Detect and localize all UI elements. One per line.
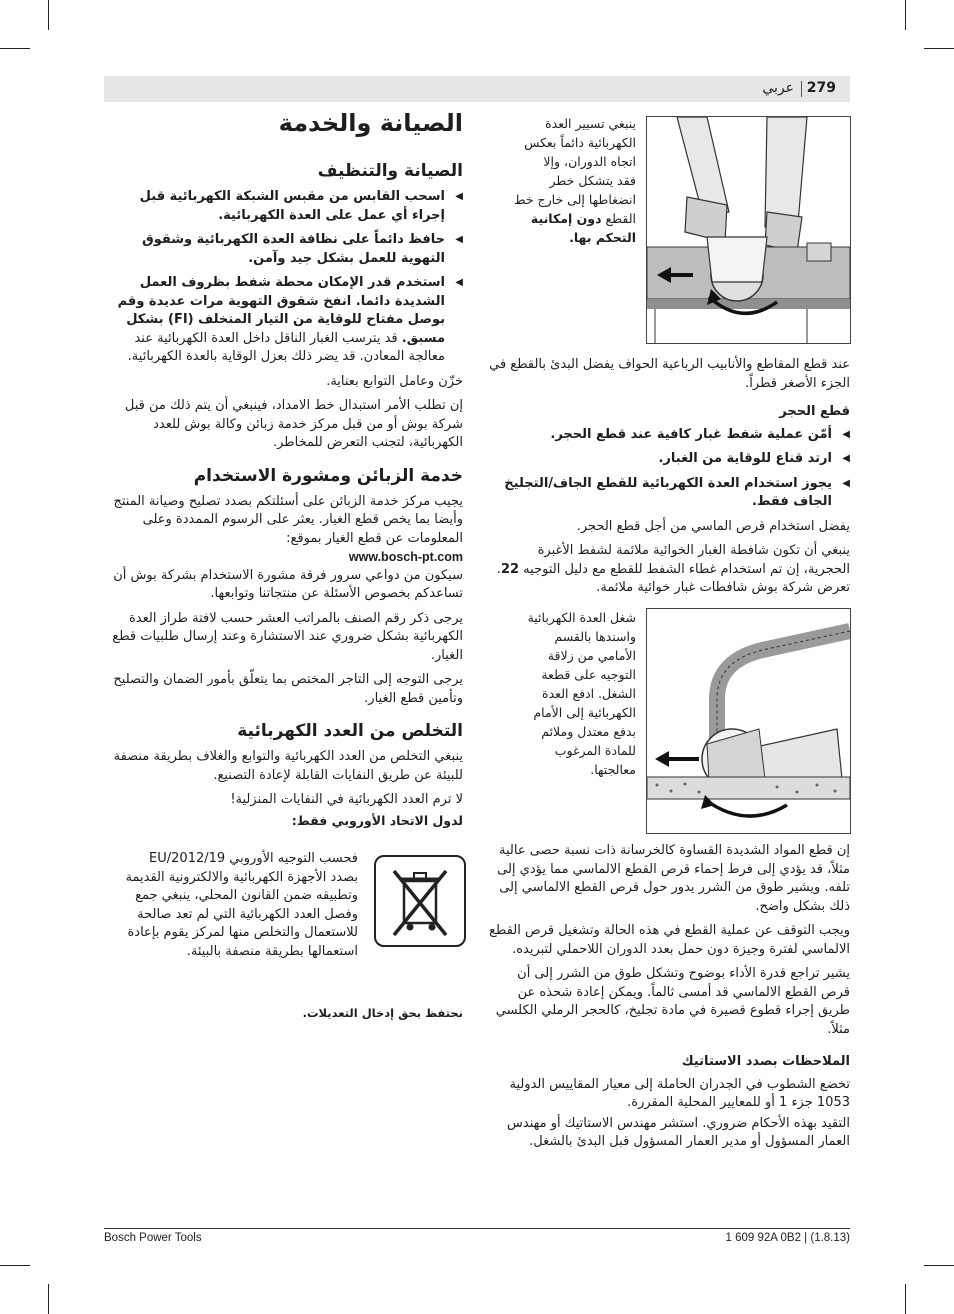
bosch-website-link[interactable]: www.bosch-pt.com (348, 550, 463, 564)
bullet-dust-mask: ◀ ارتد قناع للوقاية من الغبار. (488, 450, 850, 469)
eu-text: فحسب التوجيه الأوروبي 2012/19/EU بصدد الأجهزة الكهربائية والالكترونية القديمة وتطبيقه ضمن القانون المحلي، ينبغي جمع وفصل العدد الكهربائية التي لم تعد صالحة للاستعمال والتخلص منها لمركز يقوم بإعادة استعمالها بطريقة منصفة بالبيئة. (125, 851, 358, 959)
intro-line: اتجاه الدوران، وإلا (543, 154, 636, 169)
right-column-text (488, 356, 850, 604)
intro-line: التحكم بها. (569, 230, 636, 245)
caption-line: الكهربائية إلى الأمام (533, 705, 636, 720)
intro-line: انضغاطها إلى خارج خط (513, 192, 636, 207)
intro-line (488, 209, 636, 228)
page-title: الصيانة والخدمة (278, 109, 463, 137)
stone-cutting-figure (646, 608, 851, 834)
intro-line: ينبغي تسيير العدة (545, 116, 636, 131)
intro-line: الكهربائية دائماً بعكس (524, 135, 636, 150)
vacuum-note (488, 542, 850, 598)
crop-mark (924, 1265, 954, 1266)
disposal-text: ينبغي التخلص من العدد الكهربائية والتوابع والغلاف بطريقة منصفة للبيئة عن طريق النفايات القابلة لإعادة التصنيع. (113, 749, 463, 783)
vacuum-text: ينبغي أن تكون شافطة الغبار الخوائية ملائمة لشفط الأغبرة الحجرية، إن تم استخدام غطاء الشفط للقطع مع دليل التوجيه (523, 543, 850, 577)
eu-heading: لدول الاتحاد الأوروبي فقط: (291, 812, 463, 828)
storage-note: خزّن وعامل التوابع بعناية. (326, 373, 463, 389)
crop-mark (0, 48, 30, 49)
service-text: يجيب مركز خدمة الزبائن على أسئلتكم بصدد تصليح وصيانة المنتج وأيضا بما يخص قطع الغيار. يعثر على الرسوم الممددة وعلى المعلومات عن قطع الغيار بموقع: (113, 493, 463, 546)
crop-mark (0, 1265, 30, 1266)
crop-mark (924, 48, 954, 49)
stone-figure-caption (492, 608, 636, 779)
caption-line: معالجتها. (590, 762, 636, 777)
page-number: 279 (806, 80, 836, 96)
footer-brand: Bosch Power Tools (104, 1232, 202, 1244)
intro-bold: دون إمكانية (530, 211, 602, 226)
dealer-text: يرجى التوجه إلى التاجر المختص بما يتعلّق بأمور الضمان والتصليح وتأمين قطع الغيار. (113, 672, 463, 706)
diamond-disc-note: يفضل استخدام قرص الماسي من أجل قطع الحجر. (576, 518, 850, 534)
footer-rule (104, 1228, 850, 1229)
bullet-extraction (106, 274, 463, 367)
profiles-note: عند قطع المقاطع والأنابيب الرباعية الحواف يفضل البدئ بالقطع في الجزء الأصغر قطراً. (489, 357, 850, 391)
right-column-lower (488, 842, 850, 1158)
intro-text (488, 114, 636, 247)
caption-line: للمادة المرغوب (554, 743, 636, 758)
language-label: عربي (762, 80, 794, 96)
bullet-dust-extraction: ◀ أمّن عملية شفط غبار كافية عند قطع الحجر. (488, 426, 850, 445)
footer-doc-number: 1 609 92A 0B2 | (1.8.13) (725, 1232, 850, 1244)
crossed-bin-icon (376, 857, 464, 945)
cord-replacement-note: إن تطلب الأمر استبدال خط الامداد، فينبغي أن يتم ذلك من قبل شركة بوش أو من قبل مركز خدمة زبائن وكالة بوش للعدد الكهربائية، لتجنب التعرض للمخاطر. (124, 398, 463, 450)
cutting-illustration (647, 117, 850, 343)
page-header (104, 76, 850, 102)
caption-line: شغل العدة الكهربائية (527, 610, 636, 625)
stone-cutting-heading: قطع الحجر (779, 404, 850, 419)
sharpening-note: يشير تراجع قدرة الأداء بوضوح وتشكل طوق من الشرر إلى أن قرص القطع الالماسي قد أمسى ثالماً. ويمكن إعادة شحذه عن طريق إجراء قطوع قصيرة في مادة تجليخ، كالحجر الرملي الكلسي مثلاً. (495, 966, 850, 1037)
static-note-1: تخضع الشطوب في الجدران الحاملة إلى معيار المقاييس الدولية 1053 جزء 1 أو للمعايير المحلية المقررة. (509, 1076, 850, 1110)
disposal-heading: التخلص من العدد الكهربائية (237, 721, 463, 741)
stone-cutting-illustration (647, 609, 850, 833)
service-heading: خدمة الزبائن ومشورة الاستخدام (193, 465, 463, 486)
weee-bin-icon (374, 855, 466, 947)
bullet-unplug: ◀ اسحب القابس من مقبس الشبكة الكهربائية قبل إجراء أي عمل على العدة الكهربائية. (106, 188, 463, 225)
vacuum-text-end: . تعرض شركة بوش شافطات غبار خوائية ملائمة. (496, 561, 850, 595)
static-heading: الملاحظات بصدد الاستاتيك (681, 1054, 850, 1069)
caption-line: واسندها بالقسم (554, 629, 636, 644)
caption-line: الشغل. ادفع العدة (542, 686, 636, 701)
crop-mark (48, 0, 49, 30)
caption-line: بدفع معتدل وملائم (541, 724, 636, 739)
crop-mark (905, 0, 906, 30)
header-divider (801, 81, 802, 97)
caption-line: الأمامي من زلاقة (547, 648, 636, 663)
eu-directive-text (120, 850, 358, 967)
bullet-extraction-bold: استخدم قدر الإمكان محطة شفط بظروف العمل الشديدة دائما. انفخ شقوق التهوية مرات عديدة وقم بوصل مفتاح للوقاية من التيار المتخلف (FI) بشكل مسبق. (117, 275, 445, 346)
intro-word: القطع (605, 211, 636, 226)
advice-text: سيكون من دواعي سرور فرقة مشورة الاستخدام بشركة بوش أن تساعدكم بخصوص الأسئلة عن منتجاتنا وتوابعها. (113, 567, 463, 601)
overheat-note: إن قطع المواد الشديدة القساوة كالخرسانة ذات نسبة حصى عالية مثلاً، قد يؤدي إلى فرط إحماء قرص القطع الالماسي مما يؤدي إلى تلفه. ويشير طوق من الشرر يدور حول قرص القطع الالماسي إلى ذلك بشكل واضح. (497, 843, 850, 914)
reserved-rights: نحتفظ بحق إدخال التعديلات. (302, 1006, 463, 1020)
cooling-note: ويجب التوقف عن عملية القطع في هذه الحالة وتشغيل قرص القطع الالماسي لفترة وجيزة دون حمل بعدد الدوران اللاحملي لتبريده. (489, 923, 850, 957)
part-number-text: يرجى ذكر رقم الصنف بالمراتب العشر حسب لافتة طراز العدة الكهربائية بشكل ضروري عند الاستشارة وعند إرسال طلبيات قطع الغيار. (112, 610, 463, 663)
maintenance-heading: الصيانة والتنظيف (317, 161, 463, 181)
household-waste-warning: لا ترم العدد الكهربائية في النفايات المنزلية! (230, 792, 463, 807)
bullet-extraction-text: قد يترسب الغبار الناقل داخل العدة الكهربائية عند معالجة المعادن. قد يضر ذلك بعزل الوقاية بالعدة الكهربائية. (127, 330, 445, 364)
bullet-dry-cutting: ◀ يجوز استخدام العدة الكهربائية للقطع الجاف/التجليخ الجاف فقط. (488, 475, 850, 512)
caption-line: التوجيه على قطعة (541, 667, 636, 682)
cutting-direction-figure (646, 116, 851, 344)
intro-line: فقد يتشكل خطر (549, 173, 636, 188)
bullet-keep-clean: ◀ حافظ دائماً على نظافة العدة الكهربائية وشقوق التهوية للعمل بشكل جيد وآمن. (106, 231, 463, 268)
left-column (106, 108, 463, 830)
ref-number: 22 (500, 561, 520, 577)
crop-mark (905, 1284, 906, 1314)
crop-mark (48, 1284, 49, 1314)
static-note-2: التقيد بهذه الأحكام ضروري. استشر مهندس الاستاتيك أو مهندس العمار المسؤول أو مدير العمار المسؤول قبل البدئ بالشغل. (507, 1115, 850, 1149)
